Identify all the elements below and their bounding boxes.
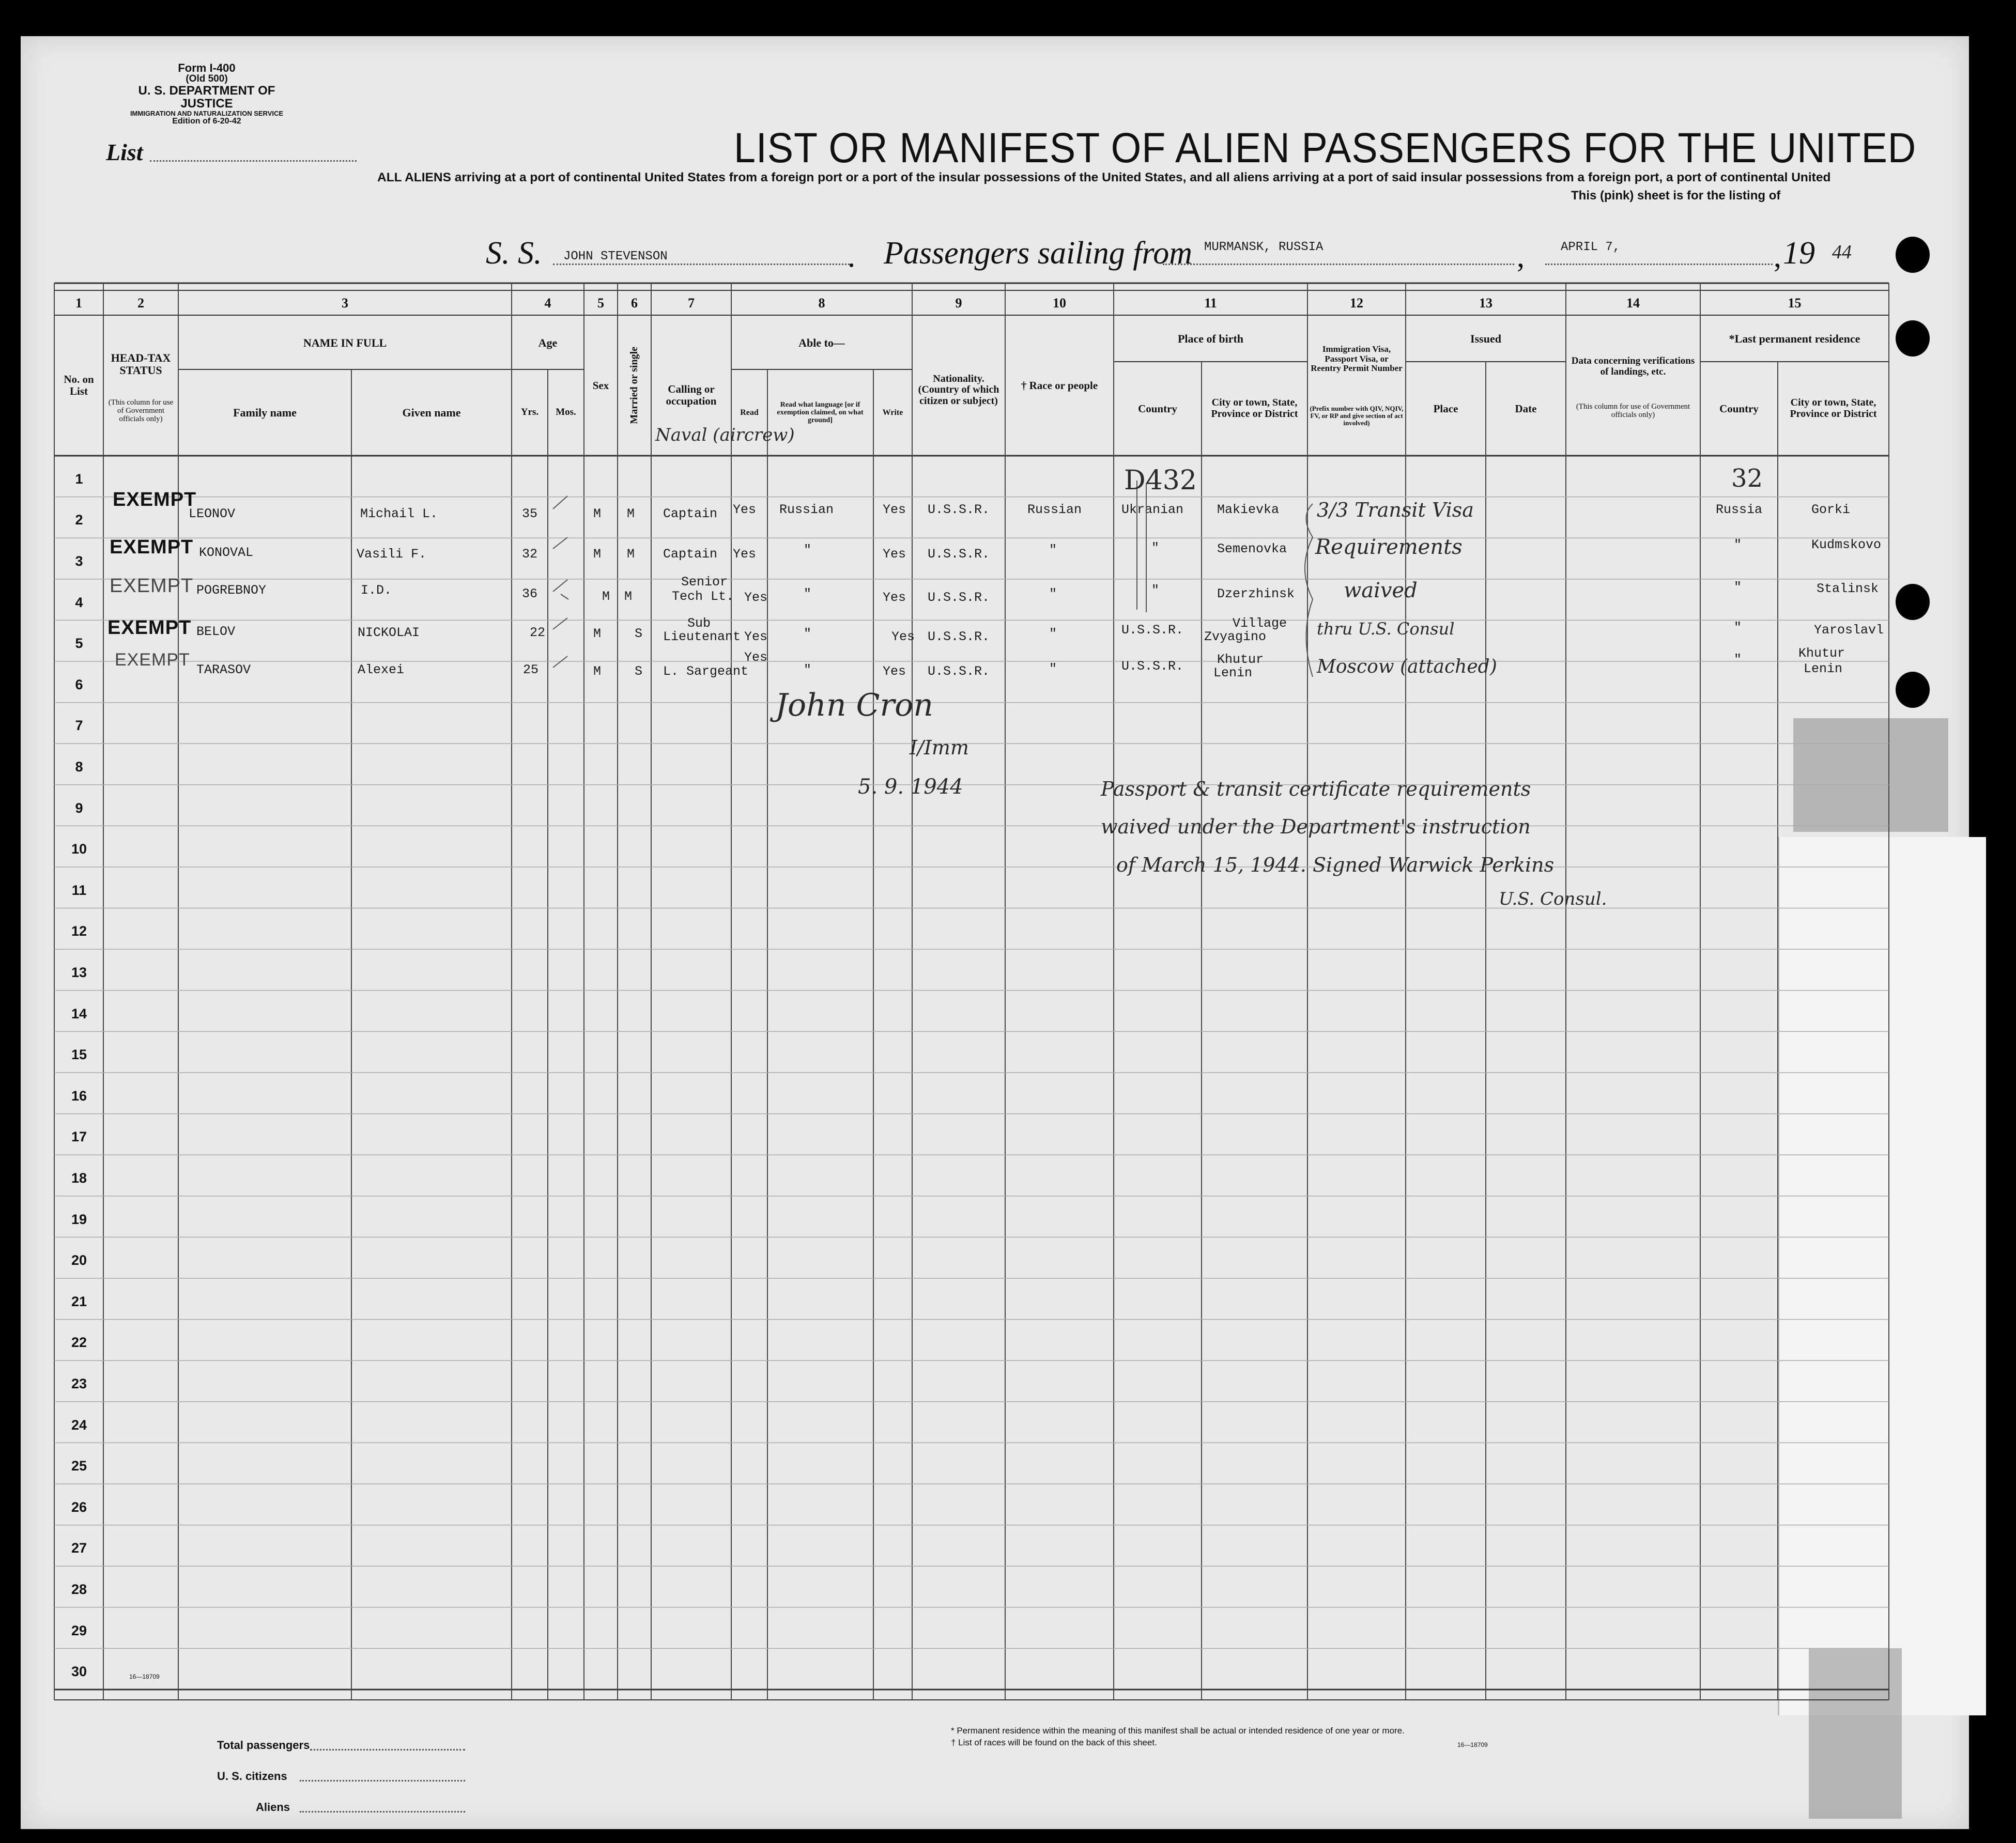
nationality: U.S.S.R. — [928, 590, 990, 605]
race: " — [1049, 626, 1057, 641]
form-old-number: (Old 500) — [186, 73, 228, 85]
column-number: 1 — [75, 296, 82, 311]
row-number: 30 — [71, 1664, 87, 1680]
column-number: 11 — [1204, 296, 1217, 311]
list-label: List — [106, 139, 143, 165]
age-years: 25 — [523, 662, 539, 677]
footer-print-code: 16—18709 — [1457, 1741, 1488, 1748]
row-number: 15 — [71, 1047, 87, 1063]
column-number: 14 — [1626, 296, 1640, 311]
row-number: 2 — [75, 512, 83, 528]
sex: M — [593, 547, 602, 562]
row-number: 27 — [71, 1540, 87, 1556]
row-number: 1 — [75, 471, 83, 487]
residence-country: Russia — [1716, 502, 1763, 517]
column-number: 3 — [342, 296, 348, 311]
us-citizens-line — [300, 1780, 465, 1782]
row-number: 3 — [75, 553, 83, 569]
year-printed: 19 — [1783, 236, 1815, 271]
occupation: L. Sargeant — [663, 664, 749, 679]
read-language: " — [804, 543, 812, 557]
age-years: 35 — [522, 506, 538, 521]
birth-country: Ukranian — [1121, 502, 1184, 517]
nationality: U.S.S.R. — [928, 547, 990, 562]
birth-city-line-1: Village — [1233, 616, 1287, 631]
row-number: 24 — [71, 1417, 87, 1433]
row-number: 8 — [75, 758, 83, 775]
department-name: U. S. DEPARTMENT OF JUSTICE — [138, 84, 275, 111]
residence-city: Kudmskovo — [1811, 537, 1882, 552]
residence-city: Yaroslavl — [1814, 623, 1884, 638]
occupation-annotation: Naval (aircrew) — [655, 425, 795, 445]
can-write: Yes — [883, 547, 906, 562]
occupation-line-1: Sub — [687, 616, 711, 631]
manifest-subtitle-pink: This (pink) sheet is for the listing of — [1571, 189, 1781, 203]
residence-city: Stalinsk — [1817, 581, 1879, 596]
given-name: NICKOLAI — [358, 625, 420, 640]
header-residence-city: City or town, State, Province or District — [1790, 397, 1877, 420]
column-number: 4 — [544, 296, 551, 311]
row-number: 21 — [71, 1293, 87, 1309]
residence-country: " — [1734, 652, 1742, 667]
can-read: Yes — [744, 629, 768, 644]
visa-note: waived — [1344, 579, 1418, 602]
race: " — [1049, 543, 1057, 557]
print-code: 16—18709 — [129, 1673, 160, 1680]
row-number: 4 — [75, 594, 83, 610]
ship-label: S. S. — [486, 236, 542, 271]
row-number: 25 — [71, 1458, 87, 1474]
form-number: Form I-400 — [178, 61, 236, 74]
sex: M — [593, 506, 602, 521]
comma-mark: , — [1774, 239, 1781, 273]
can-write: Yes — [883, 664, 906, 679]
sex: M — [593, 664, 602, 679]
aliens-label: Aliens — [256, 1801, 290, 1814]
row-number: 20 — [71, 1252, 87, 1268]
column-number: 13 — [1479, 296, 1492, 311]
handwritten-number: D432 — [1124, 465, 1197, 496]
header-family-name: Family name — [233, 406, 297, 419]
visa-note: Moscow (attached) — [1317, 656, 1497, 677]
birth-city: Makievka — [1217, 502, 1280, 517]
us-citizens-label: U. S. citizens — [217, 1770, 287, 1783]
remark-line-4: U.S. Consul. — [1499, 889, 1607, 909]
header-place-of-birth: Place of birth — [1177, 332, 1244, 346]
birth-city-line-1: Khutur — [1217, 652, 1264, 667]
column-number: 9 — [955, 296, 962, 311]
occupation: Captain — [663, 547, 718, 562]
column-number: 7 — [688, 296, 695, 311]
header-read: Read — [740, 408, 759, 417]
occupation-line-1: Senior — [681, 575, 728, 590]
residence-country: " — [1734, 580, 1742, 595]
sailing-date: APRIL 7, — [1561, 240, 1621, 254]
row-number: 14 — [71, 1005, 87, 1021]
column-number: 2 — [137, 296, 144, 311]
row-number: 11 — [71, 882, 87, 898]
header-able-to: Able to— — [798, 336, 845, 349]
remark-line-2: waived under the Department's instruction — [1101, 815, 1531, 838]
header-issued-date: Date — [1515, 402, 1537, 415]
header-head-tax: HEAD-TAX STATUS — [111, 351, 171, 377]
age-years: 22 — [530, 625, 546, 640]
residence-country: " — [1734, 620, 1742, 635]
family-name: POGREBNOY — [196, 583, 267, 598]
married-status: S — [635, 626, 643, 641]
can-read: Yes — [744, 650, 768, 665]
birth-country: U.S.S.R. — [1121, 623, 1184, 638]
birth-city-line-2: Zvyagino — [1204, 629, 1267, 644]
sailing-label: Passengers sailing from — [884, 236, 1193, 271]
aliens-line — [300, 1811, 465, 1813]
head-tax-stamp: EXEMPT — [110, 536, 194, 558]
visa-note: 3/3 Transit Visa — [1317, 499, 1474, 521]
column-number: 10 — [1053, 296, 1066, 311]
column-number: 15 — [1788, 296, 1802, 311]
year-written: 44 — [1832, 241, 1852, 263]
read-language: " — [804, 662, 812, 677]
inspector-title: I/Imm — [910, 736, 969, 759]
row-number: 12 — [71, 923, 87, 939]
visa-note: Requirements — [1315, 535, 1463, 559]
header-landings: Data concerning verifications of landings, etc. — [1571, 355, 1695, 377]
birth-city: Dzerzhinsk — [1217, 586, 1295, 601]
header-issued: Issued — [1470, 332, 1501, 346]
row-number: 10 — [71, 841, 87, 857]
handwritten-number: 32 — [1731, 464, 1763, 493]
header-calling: Calling or occupation — [666, 383, 717, 407]
residence-city-line-2: Lenin — [1804, 661, 1843, 676]
header-married-text: Married or single — [628, 347, 640, 424]
row-number: 17 — [71, 1129, 87, 1145]
header-visa-note: (Prefix number with QIV, NQIV, FV, or RP and give section of act involved) — [1310, 404, 1404, 427]
head-tax-stamp: EXEMPT — [113, 489, 197, 510]
header-years: Yrs. — [520, 407, 539, 418]
row-number: 23 — [71, 1375, 87, 1391]
birth-city: Semenovka — [1217, 541, 1287, 556]
row-number: 28 — [71, 1581, 87, 1597]
row-number: 22 — [71, 1335, 87, 1351]
row-number: 6 — [75, 676, 83, 692]
given-name: Vasili F. — [357, 547, 427, 562]
occupation-line-2: Lieutenant — [663, 629, 741, 644]
read-language: " — [804, 626, 812, 641]
birth-country: " — [1151, 583, 1160, 598]
family-name: LEONOV — [189, 506, 236, 521]
column-number: 8 — [818, 296, 825, 311]
race: " — [1049, 586, 1057, 601]
total-passengers-line — [310, 1749, 465, 1751]
header-name-in-full: NAME IN FULL — [303, 336, 387, 349]
can-read: Yes — [744, 590, 768, 605]
header-months: Mos. — [556, 407, 576, 418]
family-name: KONOVAL — [199, 545, 254, 560]
inspection-date: 5. 9. 1944 — [858, 775, 963, 799]
footnote-races: † List of races will be found on the back of this sheet. — [951, 1738, 1157, 1747]
port-of-departure: MURMANSK, RUSSIA — [1204, 240, 1324, 254]
header-birth-country: Country — [1138, 402, 1177, 415]
residence-country: " — [1734, 537, 1742, 552]
can-write: Yes — [891, 629, 915, 644]
given-name: Alexei — [358, 662, 405, 677]
column-number: 5 — [597, 296, 604, 311]
total-passengers-label: Total passengers — [217, 1739, 310, 1752]
can-write: Yes — [883, 590, 906, 605]
sex: M — [593, 626, 602, 641]
given-name: Michail L. — [360, 506, 438, 521]
row-number: 16 — [71, 1088, 87, 1104]
row-number: 9 — [75, 800, 83, 816]
head-tax-stamp: EXEMPT — [115, 650, 190, 670]
read-language: " — [804, 586, 812, 601]
race: " — [1049, 661, 1057, 676]
married-status: M — [627, 506, 635, 521]
header-visa: Immigration Visa, Passport Visa, or Reentry Permit Number — [1311, 344, 1403, 374]
head-tax-stamp: EXEMPT — [110, 575, 194, 597]
occupation-line-2: Tech Lt. — [672, 589, 734, 604]
row-number: 7 — [75, 718, 83, 734]
remark-line-3: of March 15, 1944. Signed Warwick Perkins — [1116, 854, 1555, 876]
row-number: 18 — [71, 1170, 87, 1186]
header-race: † Race or people — [1021, 379, 1098, 392]
remark-line-1: Passport & transit certificate requirements — [1101, 778, 1531, 800]
head-tax-stamp: EXEMPT — [107, 617, 192, 639]
header-age: Age — [538, 336, 558, 349]
header-read-language: Read what language [or if exemption claimed, on what ground] — [777, 400, 864, 425]
comma-mark: , — [1517, 239, 1525, 273]
nationality: U.S.S.R. — [928, 664, 990, 679]
header-no-on-list: No. on List — [64, 373, 94, 397]
manifest-subtitle: ALL ALIENS arriving at a port of continental United States from a foreign port or a port of the insular possessions of the United States, and all aliens arriving at a port of said insular possessions from a foreign port, a port of continental United — [377, 171, 1831, 184]
period-mark: . — [848, 239, 855, 273]
age-years: 32 — [522, 547, 538, 562]
row-number: 26 — [71, 1499, 87, 1515]
header-last-residence: *Last permanent residence — [1729, 332, 1860, 346]
header-residence-country: Country — [1719, 402, 1759, 415]
residence-city-line-1: Khutur — [1798, 646, 1845, 661]
column-number: 12 — [1350, 296, 1363, 311]
nationality: U.S.S.R. — [928, 629, 990, 644]
header-landings-note: (This column for use of Government officials only) — [1576, 402, 1690, 419]
column-number: 6 — [631, 296, 638, 311]
age-years: 36 — [522, 586, 538, 601]
header-head-tax-note: (This column for use of Government officials only) — [108, 398, 174, 424]
manifest-title: LIST OR MANIFEST OF ALIEN PASSENGERS FOR THE UNITED — [734, 125, 1917, 172]
header-issued-place: Place — [1433, 402, 1458, 415]
header-write: Write — [882, 408, 903, 417]
header-birth-city: City or town, State, Province or District — [1211, 397, 1298, 420]
service-name: IMMIGRATION AND NATURALIZATION SERVICE — [130, 110, 284, 118]
header-sex: Sex — [592, 379, 609, 392]
header-nationality: Nationality. (Country of which citizen or subject) — [918, 373, 999, 407]
can-read: Yes — [733, 502, 757, 517]
married-status: S — [635, 664, 643, 679]
row-number: 5 — [75, 636, 83, 652]
married-status: M — [627, 547, 635, 562]
inspector-signature: John Cron — [775, 687, 933, 723]
occupation: Captain — [663, 506, 718, 521]
birth-country: U.S.S.R. — [1121, 659, 1184, 674]
form-edition: Edition of 6-20-42 — [172, 117, 241, 126]
ship-name: JOHN STEVENSON — [563, 250, 668, 264]
row-number: 19 — [71, 1211, 87, 1227]
birth-country: " — [1151, 540, 1160, 555]
can-write: Yes — [883, 502, 906, 517]
visa-note: thru U.S. Consul — [1317, 619, 1455, 639]
family-name: TARASOV — [196, 662, 251, 677]
header-given-name: Given name — [402, 406, 461, 419]
nationality: U.S.S.R. — [928, 502, 990, 517]
sex: M — [602, 589, 610, 604]
read-language: Russian — [779, 502, 834, 517]
family-name: BELOV — [196, 624, 236, 639]
residence-city: Gorki — [1811, 502, 1851, 517]
row-number: 29 — [71, 1622, 87, 1638]
race: Russian — [1027, 502, 1082, 517]
footnote-residence: * Permanent residence within the meaning of this manifest shall be actual or intended residence of one year or more. — [951, 1726, 1405, 1736]
can-read: Yes — [733, 547, 757, 562]
given-name: I.D. — [361, 583, 392, 598]
birth-city-line-2: Lenin — [1213, 665, 1253, 680]
row-number: 13 — [71, 964, 87, 980]
married-status: M — [624, 589, 633, 604]
